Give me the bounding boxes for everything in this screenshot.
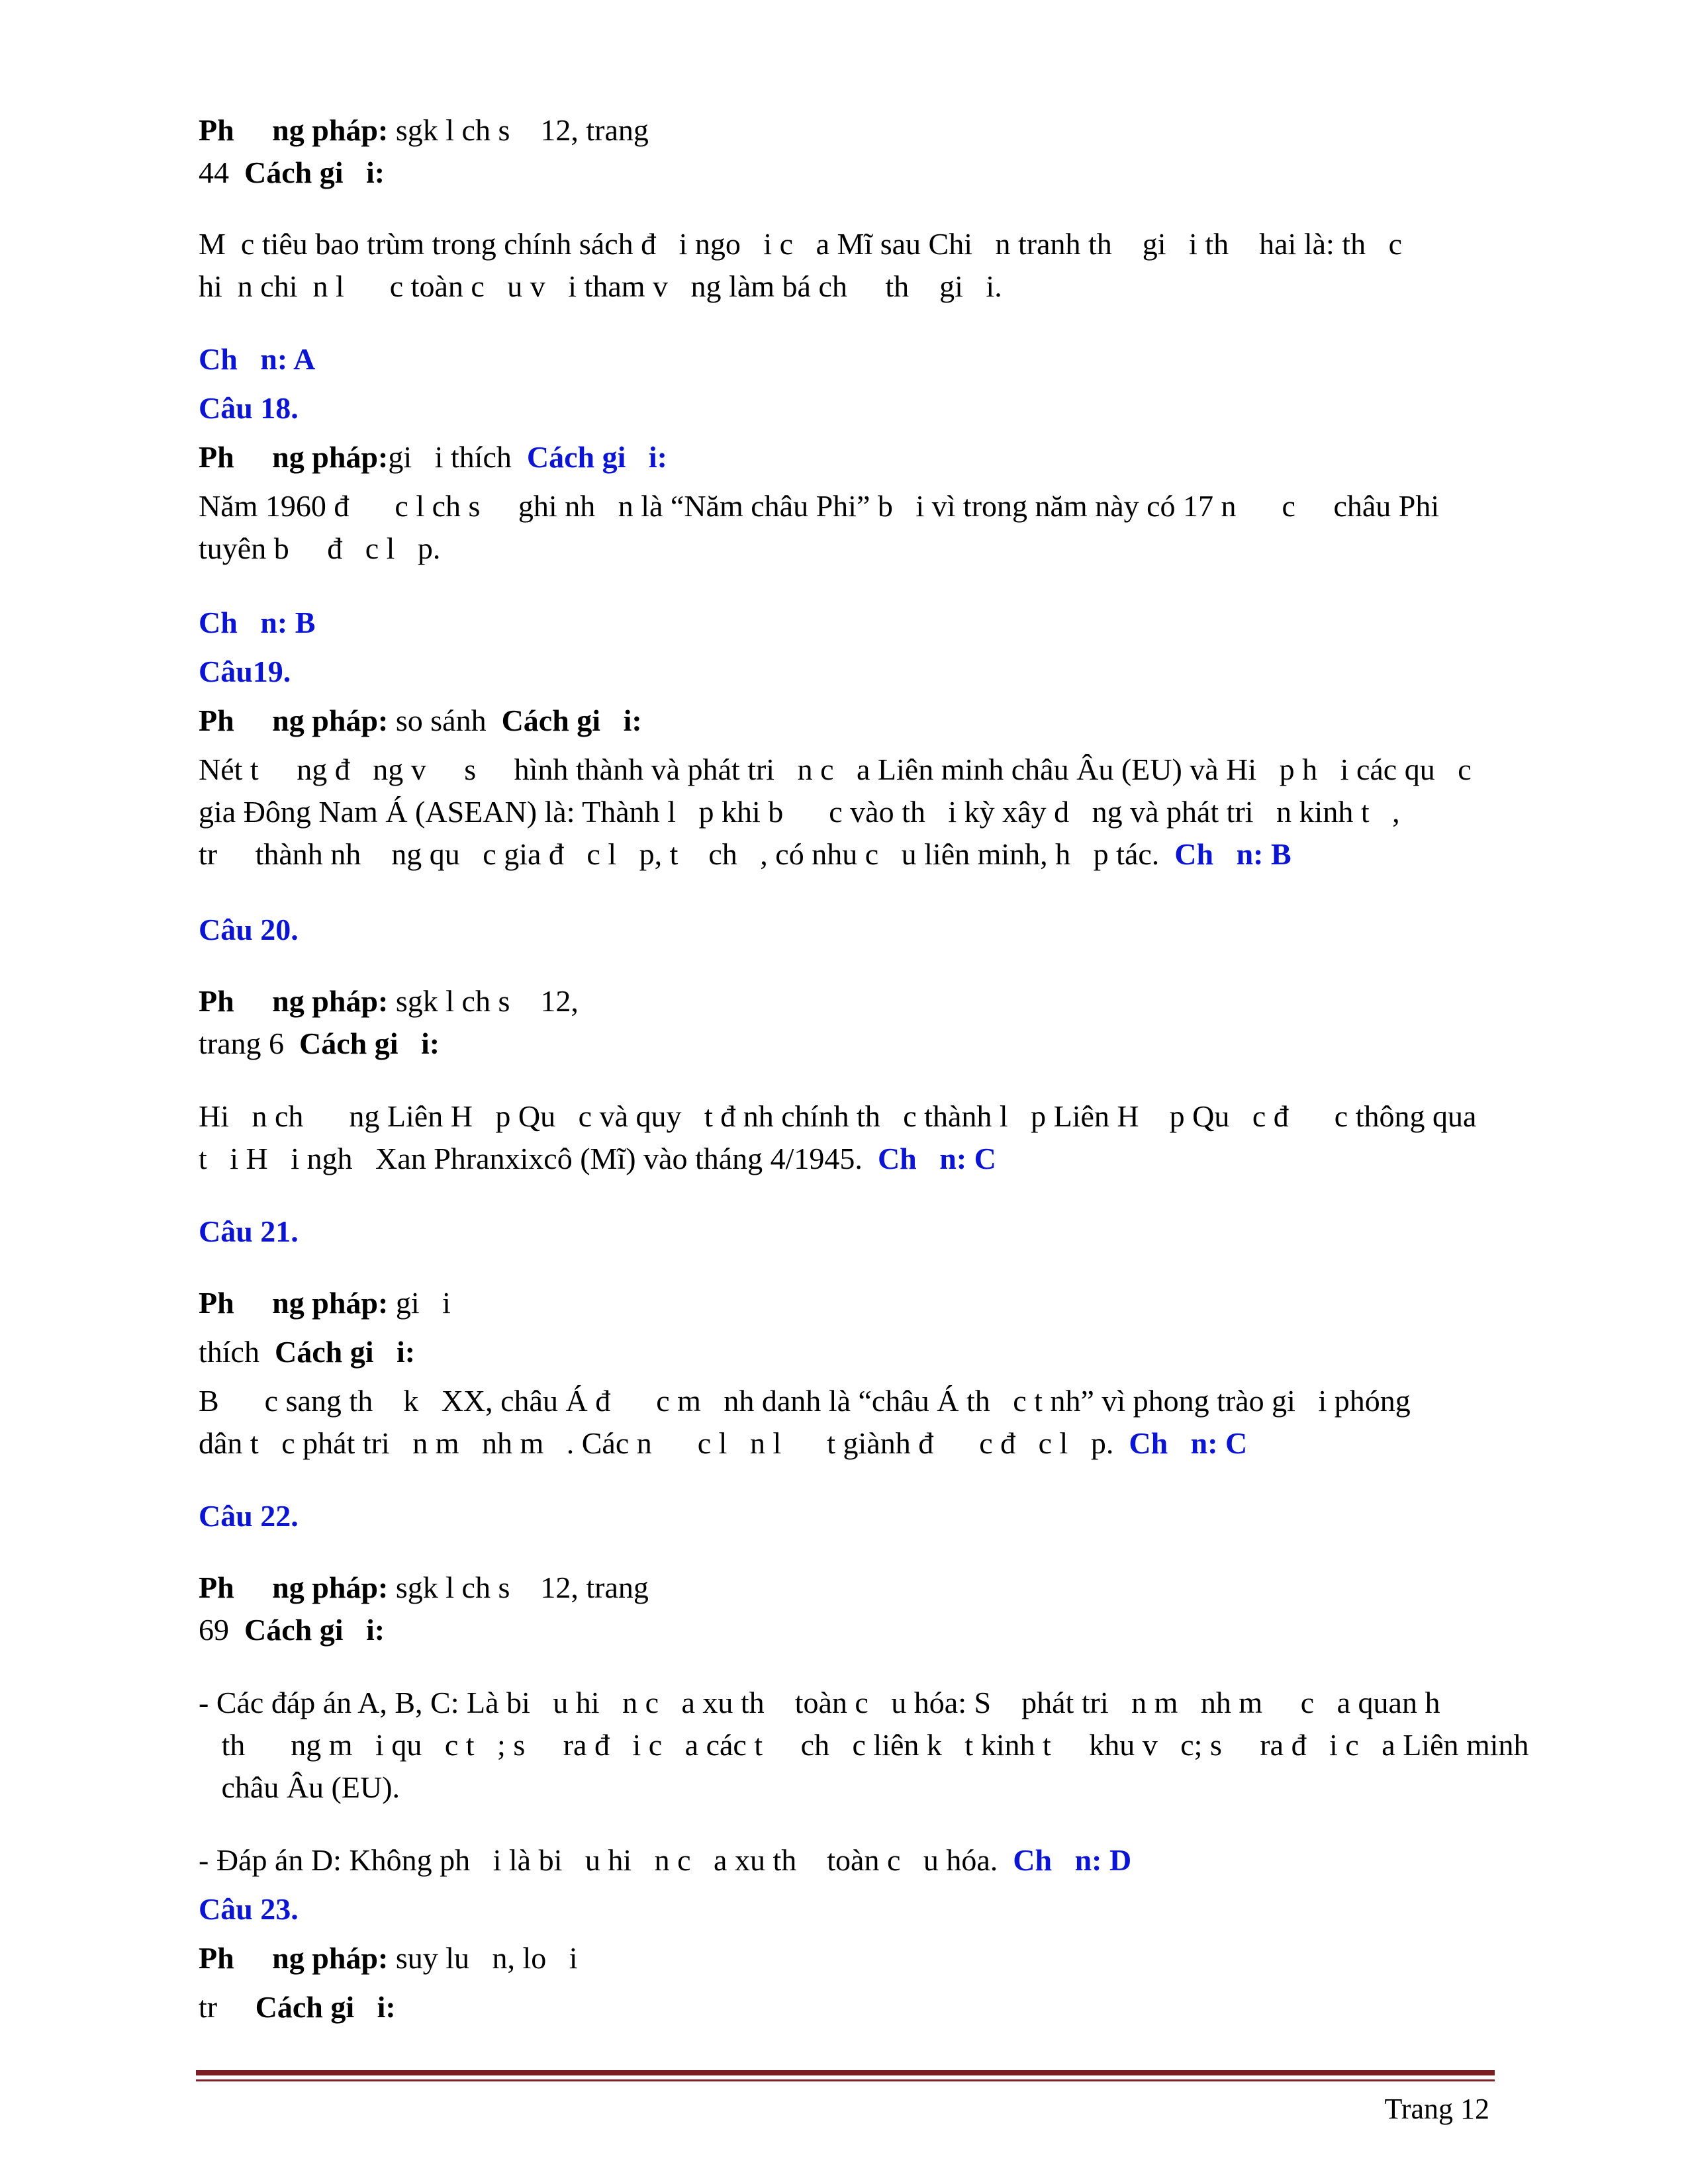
method-line (199, 439, 667, 475)
question-title: Câu 18. (199, 391, 299, 425)
question-title: Câu 21. (199, 1214, 299, 1248)
body-text: - Các đáp án A, B, C: Là bi u hi n c a xu th toàn c u hóa: S phát tri n m nh m c a quan h (199, 1686, 1440, 1719)
body-text (199, 1141, 996, 1177)
body-text-segment: - Đáp án D: Không ph i là bi u hi n c a xu th toàn c u hóa. (199, 1843, 1013, 1877)
solution-label: Cách gi i: (244, 156, 385, 189)
body-text: gia Đông Nam Á (ASEAN) là: Thành l p khi b c vào th i kỳ xây d ng và phát tri n kinh t , (199, 795, 1400, 829)
body-text: hi n chi n l c toàn c u v i tham v ng làm bá ch th gi i. (199, 269, 1002, 303)
method-line (199, 113, 649, 148)
method-line (199, 1940, 578, 1976)
body-text: Nét t ng đ ng v s hình thành và phát tri n c a Liên minh châu Âu (EU) và Hi p h i các qu c (199, 752, 1472, 786)
answer-label: Ch n: C (1129, 1426, 1248, 1460)
solution-line (199, 1026, 440, 1062)
solution-line (199, 1989, 396, 2025)
method-label: Ph ng pháp: (199, 1286, 389, 1320)
method-text: so sánh (388, 704, 502, 737)
question-title: Câu19. (199, 655, 291, 688)
method-line (199, 1285, 451, 1321)
solution-line (199, 155, 385, 191)
method-line (199, 983, 579, 1019)
method-line (199, 1570, 649, 1606)
body-text: th ng m i qu c t ; s ra đ i c a các t ch c liên k t kinh t khu v c; s ra đ i c a Liên minh (199, 1728, 1529, 1762)
body-text-segment: t i H i ngh Xan Phranxixcô (Mĩ) vào tháng 4/1945. (199, 1142, 878, 1175)
method-continuation: thích (199, 1335, 275, 1369)
method-text: sgk l ch s 12, trang (388, 113, 649, 147)
method-continuation: 44 (199, 156, 244, 189)
method-continuation: trang 6 (199, 1026, 300, 1060)
method-label: Ph ng pháp: (199, 1941, 389, 1975)
method-continuation: 69 (199, 1613, 244, 1647)
answer-label: Ch n: B (1174, 837, 1291, 871)
solution-label: Cách gi i: (244, 1613, 385, 1647)
solution-label: Cách gi i: (526, 440, 667, 474)
method-label: Ph ng pháp: (199, 1570, 389, 1604)
solution-label: Cách gi i: (274, 1335, 416, 1369)
method-label: Ph ng pháp: (199, 113, 389, 147)
method-text: sgk l ch s 12, trang (388, 1570, 649, 1604)
body-text: tuyên b đ c l p. (199, 531, 441, 565)
body-text (199, 1426, 1247, 1461)
body-text: Năm 1960 đ c l ch s ghi nh n là “Năm châu Phi” b i vì trong năm này có 17 n c châu Phi (199, 489, 1440, 523)
page-number: Trang 12 (1384, 2093, 1489, 2125)
method-continuation: tr (199, 1990, 256, 2024)
question-title: Câu 23. (199, 1892, 299, 1926)
body-text-segment: tr thành nh ng qu c gia đ c l p, t ch , có nhu c u liên minh, h p tác. (199, 837, 1175, 871)
body-text: Hi n ch ng Liên H p Qu c và quy t đ nh chính th c thành l p Liên H p Qu c đ c thông qua (199, 1099, 1477, 1133)
question-title: Câu 22. (199, 1499, 299, 1533)
solution-label: Cách gi i: (501, 704, 642, 737)
body-text: B c sang th k XX, châu Á đ c m nh danh là “châu Á th c t nh” vì phong trào gi i phóng (199, 1384, 1411, 1418)
answer-label: Ch n: C (877, 1142, 996, 1175)
body-text: M c tiêu bao trùm trong chính sách đ i ngo i c a Mĩ sau Chi n tranh th gi i th hai là: th c (199, 227, 1402, 261)
method-text: gi i (388, 1286, 451, 1320)
footer-rule (196, 2070, 1495, 2075)
solution-label: Cách gi i: (299, 1026, 440, 1060)
body-text: châu Âu (EU). (199, 1770, 400, 1804)
method-label: Ph ng pháp: (199, 440, 389, 474)
method-label: Ph ng pháp: (199, 984, 389, 1018)
question-title: Câu 20. (199, 913, 299, 946)
body-text-segment: dân t c phát tri n m nh m . Các n c l n l t giành đ c đ c l p. (199, 1426, 1129, 1460)
body-text (199, 1843, 1131, 1878)
solution-label: Cách gi i: (255, 1990, 396, 2024)
method-label: Ph ng pháp: (199, 704, 389, 737)
body-text (199, 837, 1291, 872)
solution-line (199, 1612, 385, 1648)
solution-line (199, 1334, 415, 1370)
answer-label: Ch n: A (199, 342, 316, 376)
answer-label: Ch n: D (1013, 1843, 1132, 1877)
method-text: suy lu n, lo i (388, 1941, 578, 1975)
footer-rule-thin (196, 2079, 1495, 2081)
method-text: sgk l ch s 12, (388, 984, 579, 1018)
answer-label: Ch n: B (199, 606, 316, 639)
method-line (199, 703, 642, 739)
method-text: gi i thích (388, 440, 527, 474)
